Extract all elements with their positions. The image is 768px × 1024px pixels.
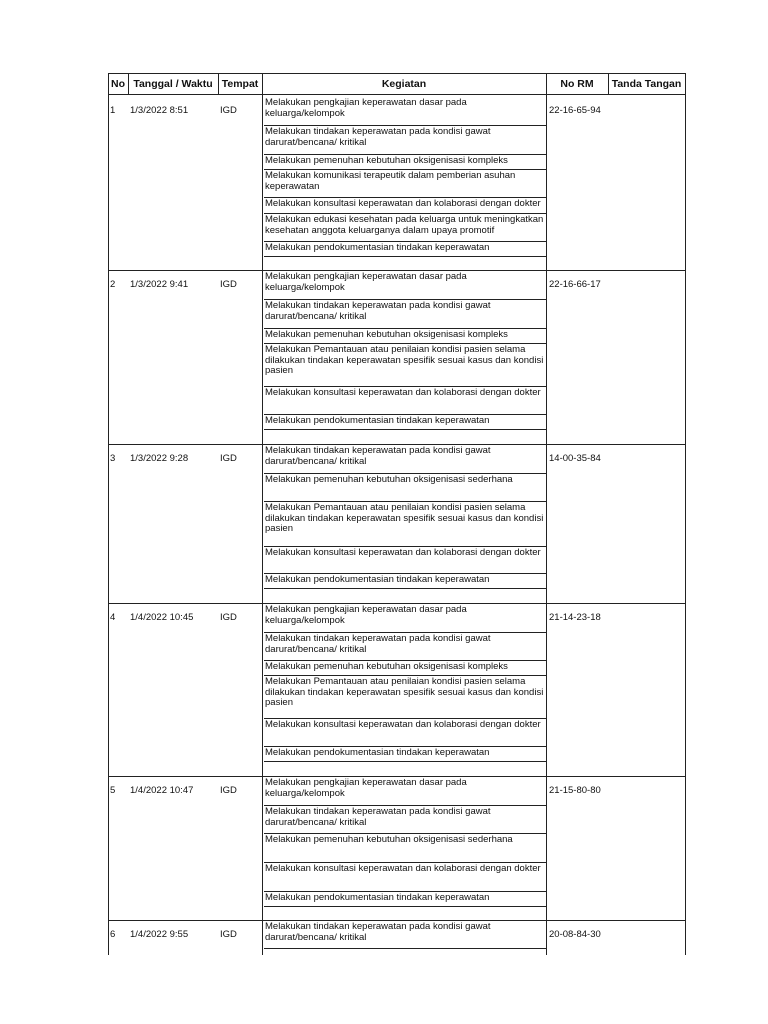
activity-item: Melakukan Pemantauan atau penilaian kondisi pasien selama dilakukan tindakan keperawatan spesifik sesuai kasus dan kondisi pasien	[265, 676, 544, 708]
activity-item: Melakukan Pemantauan atau penilaian kondisi pasien selama dilakukan tindakan keperawatan spesifik sesuai kasus dan kondisi pasien	[265, 502, 544, 534]
activity-item: Melakukan tindakan keperawatan pada kondisi gawat darurat/bencana/ kritikal	[265, 921, 491, 943]
activity-item: Melakukan pemenuhan kebutuhan oksigenisasi kompleks	[265, 329, 508, 340]
table-column-border	[685, 94, 686, 955]
header-tanggal: Tanggal / Waktu	[133, 77, 213, 90]
row-place: IGD	[220, 453, 237, 464]
header-no-rm: No RM	[560, 77, 594, 90]
header-column-border	[262, 73, 263, 95]
table-column-border	[262, 94, 263, 955]
activity-item: Melakukan Pemantauan atau penilaian kondisi pasien selama dilakukan tindakan keperawatan spesifik sesuai kasus dan kondisi pasien	[265, 344, 544, 376]
header-no: No	[111, 77, 125, 90]
activity-item: Melakukan pendokumentasian tindakan keperawatan	[265, 892, 490, 903]
header-column-border	[608, 73, 609, 95]
activity-cell-border	[264, 256, 546, 257]
activity-item: Melakukan pendokumentasian tindakan keperawatan	[265, 415, 490, 426]
row-number: 5	[110, 785, 116, 796]
activity-item: Melakukan konsultasi keperawatan dan kolaborasi dengan dokter	[265, 387, 541, 398]
row-date-time: 1/3/2022 9:28	[130, 453, 189, 464]
row-medical-record: 22-16-66-17	[549, 279, 601, 290]
row-date-time: 1/3/2022 8:51	[130, 105, 189, 116]
activity-item: Melakukan pemenuhan kebutuhan oksigenisasi sederhana	[265, 474, 513, 485]
row-place: IGD	[220, 612, 237, 623]
header-bottom-border	[108, 94, 685, 95]
activity-item: Melakukan pengkajian keperawatan dasar pada keluarga/kelompok	[265, 777, 467, 799]
header-column-border	[128, 73, 129, 95]
header-column-border	[108, 73, 109, 95]
row-number: 4	[110, 612, 116, 623]
row-medical-record: 20-08-84-30	[549, 929, 601, 940]
header-column-border	[218, 73, 219, 95]
activity-item: Melakukan pendokumentasian tindakan keperawatan	[265, 574, 490, 585]
header-kegiatan: Kegiatan	[381, 77, 427, 90]
activity-item: Melakukan tindakan keperawatan pada kondisi gawat darurat/bencana/ kritikal	[265, 806, 491, 828]
activity-cell-border	[264, 906, 546, 907]
activity-item: Melakukan edukasi kesehatan pada keluarga untuk meningkatkan kesehatan anggota keluarganya dalam upaya promotif	[265, 214, 544, 236]
activity-item: Melakukan pengkajian keperawatan dasar pada keluarga/kelompok	[265, 604, 467, 626]
activity-item: Melakukan konsultasi keperawatan dan kolaborasi dengan dokter	[265, 547, 541, 558]
activity-item: Melakukan tindakan keperawatan pada kondisi gawat darurat/bencana/ kritikal	[265, 126, 491, 148]
row-place: IGD	[220, 929, 237, 940]
header-top-border	[108, 73, 685, 74]
row-place: IGD	[220, 105, 237, 116]
row-date-time: 1/4/2022 10:47	[130, 785, 194, 796]
header-column-border	[685, 73, 686, 95]
header-tempat: Tempat	[221, 77, 259, 90]
activity-item: Melakukan tindakan keperawatan pada kondisi gawat darurat/bencana/ kritikal	[265, 300, 491, 322]
activity-item: Melakukan konsultasi keperawatan dan kolaborasi dengan dokter	[265, 198, 541, 209]
row-number: 2	[110, 279, 116, 290]
activity-cell-border	[264, 588, 546, 589]
row-medical-record: 21-15-80-80	[549, 785, 601, 796]
header-column-border	[546, 73, 547, 95]
activity-cell-border	[264, 948, 546, 949]
row-medical-record: 21-14-23-18	[549, 612, 601, 623]
activity-item: Melakukan pemenuhan kebutuhan oksigenisasi kompleks	[265, 155, 508, 166]
activity-item: Melakukan komunikasi terapeutik dalam pemberian asuhan keperawatan	[265, 170, 516, 192]
row-number: 6	[110, 929, 116, 940]
row-medical-record: 22-16-65-94	[549, 105, 601, 116]
activity-item: Melakukan tindakan keperawatan pada kondisi gawat darurat/bencana/ kritikal	[265, 633, 491, 655]
row-place: IGD	[220, 785, 237, 796]
activity-cell-border	[264, 761, 546, 762]
activity-item: Melakukan pemenuhan kebutuhan oksigenisasi sederhana	[265, 834, 513, 845]
table-column-border	[546, 94, 547, 955]
row-number: 1	[110, 105, 116, 116]
activity-item: Melakukan konsultasi keperawatan dan kolaborasi dengan dokter	[265, 863, 541, 874]
activity-cell-border	[264, 429, 546, 430]
row-date-time: 1/4/2022 9:55	[130, 929, 189, 940]
activity-item: Melakukan pendokumentasian tindakan keperawatan	[265, 242, 490, 253]
activity-item: Melakukan pendokumentasian tindakan keperawatan	[265, 747, 490, 758]
activity-item: Melakukan pengkajian keperawatan dasar pada keluarga/kelompok	[265, 97, 467, 119]
activity-item: Melakukan tindakan keperawatan pada kondisi gawat darurat/bencana/ kritikal	[265, 445, 491, 467]
row-number: 3	[110, 453, 116, 464]
row-date-time: 1/3/2022 9:41	[130, 279, 189, 290]
row-date-time: 1/4/2022 10:45	[130, 612, 194, 623]
row-medical-record: 14-00-35-84	[549, 453, 601, 464]
activity-item: Melakukan pemenuhan kebutuhan oksigenisasi kompleks	[265, 661, 508, 672]
activity-item: Melakukan pengkajian keperawatan dasar pada keluarga/kelompok	[265, 271, 467, 293]
activity-item: Melakukan konsultasi keperawatan dan kolaborasi dengan dokter	[265, 719, 541, 730]
header-tanda-tangan: Tanda Tangan	[611, 77, 682, 90]
row-place: IGD	[220, 279, 237, 290]
table-column-border	[108, 94, 109, 955]
